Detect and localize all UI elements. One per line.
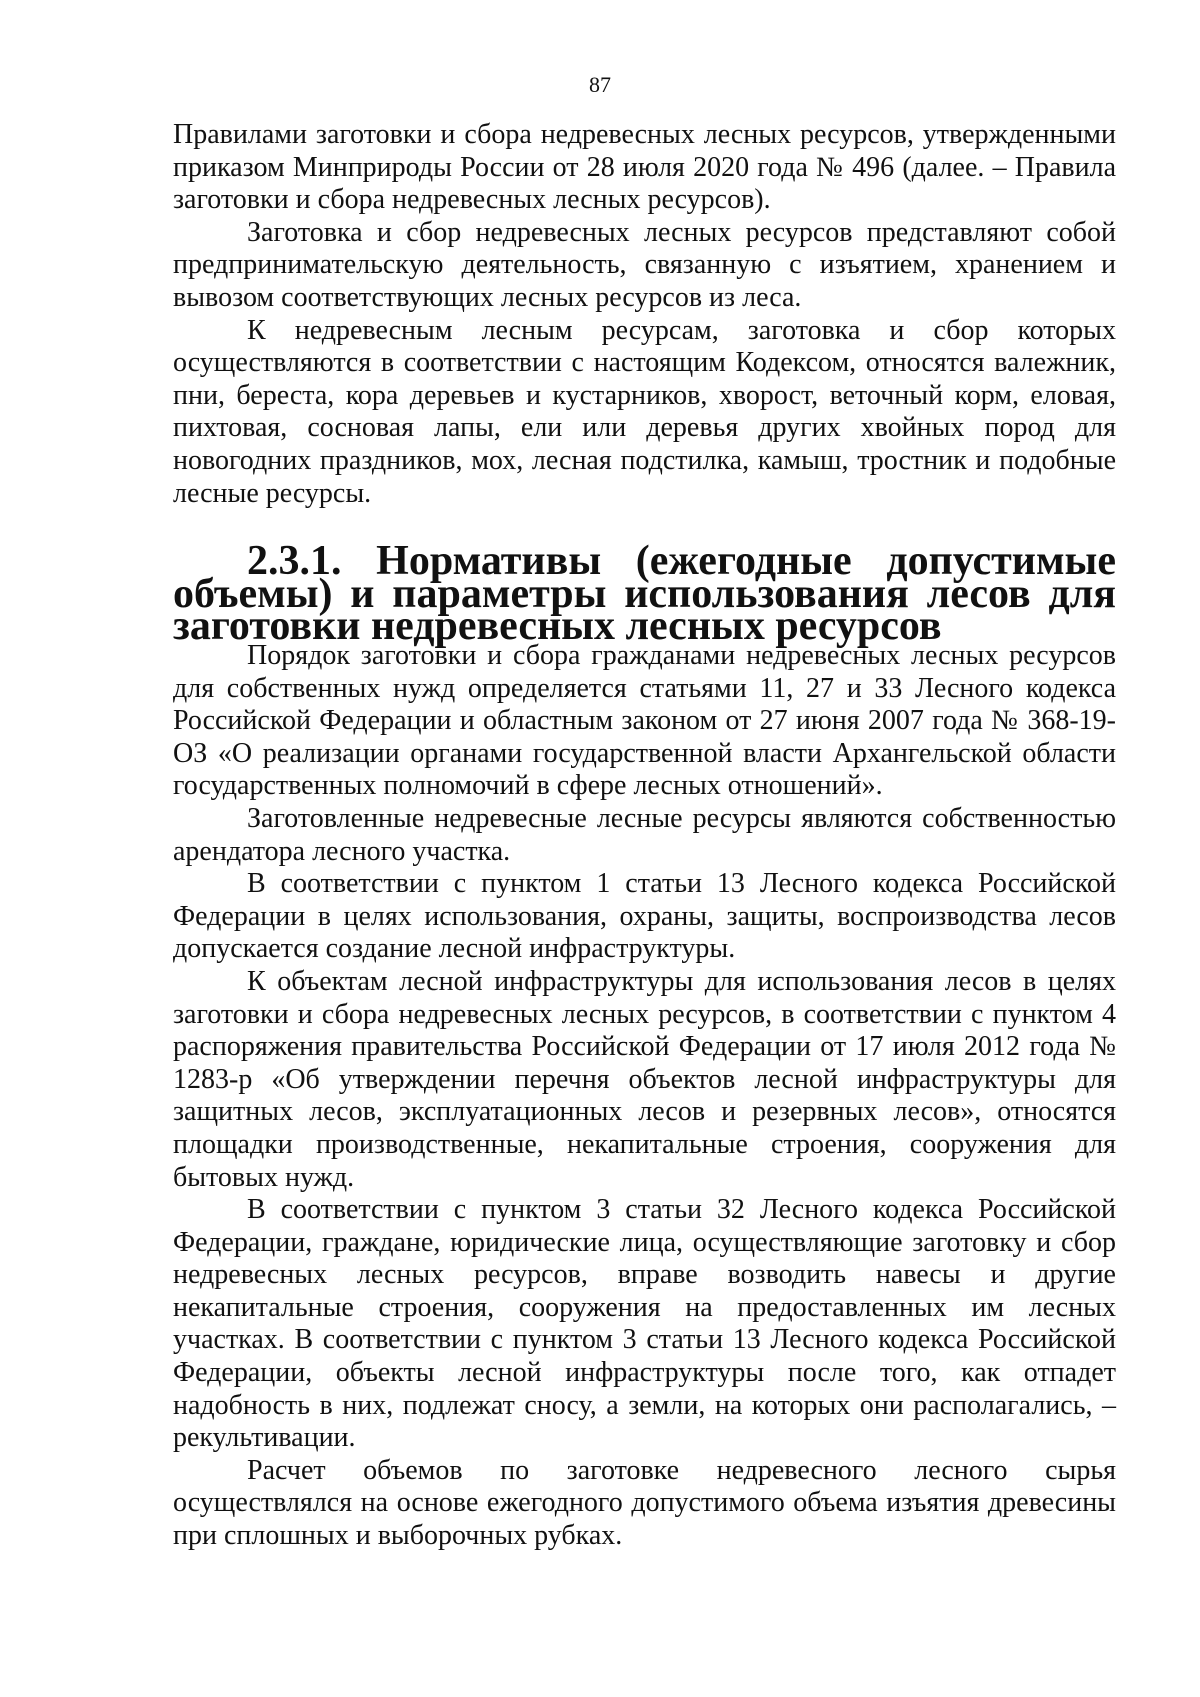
paragraph: Правилами заготовки и сбора недревесных лесных ресурсов, утвержденными приказом Минприроды России от 28 июля 2020 года № 496 (далее. – Правила заготовки и сбора недревесных лесных ресурсов). <box>173 119 1116 216</box>
paragraph: Заготовленные недревесные лесные ресурсы являются собственностью арендатора лесного участка. <box>173 802 1116 867</box>
section-heading: 2.3.1. Нормативы (ежегодные допустимые объемы) и параметры использования лесов для заготовки недревесных лесных ресурсов <box>173 538 1116 650</box>
paragraph: К недревесным лесным ресурсам, заготовка и сбор которых осуществляются в соответствии с настоящим Кодексом, относятся валежник, пни, береста, кора деревьев и кустарников, хворост, веточный корм, еловая, пихтовая, сосновая лапы, ели или деревья других хвойных пород для новогодних праздников, мох, лесная подстилка, камыш, тростник и подобные лесные ресурсы. <box>173 314 1116 509</box>
paragraph: К объектам лесной инфраструктуры для использования лесов в целях заготовки и сбора недревесных лесных ресурсов, в соответствии с пунктом 4 распоряжения правительства Российской Федерации от 17 июля 2012 года № 1283-р «Об утверждении перечня объектов лесной инфраструктуры для защитных лесов, эксплуатационных лесов и резервных лесов», относятся площадки производственные, некапитальные строения, сооружения для бытовых нужд. <box>173 965 1116 1193</box>
page-number: 87 <box>589 72 611 97</box>
paragraph: В соответствии с пунктом 3 статьи 32 Лесного кодекса Российской Федерации, граждане, юридические лица, осуществляющие заготовку и сбор недревесных лесных ресурсов, вправе возводить навесы и другие некапитальные строения, сооружения на предоставленных им лесных участках. В соответствии с пунктом 3 статьи 13 Лесного кодекса Российской Федерации, объекты лесной инфраструктуры после того, как отпадет надобность в них, подлежат сносу, а земли, на которых они располагались, – рекультивации. <box>173 1194 1116 1454</box>
paragraph: Заготовка и сбор недревесных лесных ресурсов представляют собой предпринимательскую деятельность, связанную с изъятием, хранением и вывозом соответствующих лесных ресурсов из леса. <box>173 216 1116 313</box>
paragraph: Расчет объемов по заготовке недревесного лесного сырья осуществлялся на основе ежегодного допустимого объема изъятия древесины при сплошных и выборочных рубках. <box>173 1454 1116 1552</box>
paragraph: В соответствии с пунктом 1 статьи 13 Лесного кодекса Российской Федерации в целях использования, охраны, защиты, воспроизводства лесов допускается создание лесной инфраструктуры. <box>173 868 1116 965</box>
text-block-bottom <box>173 640 1116 1553</box>
section-heading-block <box>173 538 1116 650</box>
text-block-top <box>173 119 1116 510</box>
paragraph: Порядок заготовки и сбора гражданами недревесных лесных ресурсов для собственных нужд определяется статьями 11, 27 и 33 Лесного кодекса Российской Федерации и областным законом от 27 июня 2007 года № 368-19-ОЗ «О реализации органами государственной власти Архангельской области государственных полномочий в сфере лесных отношений». <box>173 640 1116 802</box>
